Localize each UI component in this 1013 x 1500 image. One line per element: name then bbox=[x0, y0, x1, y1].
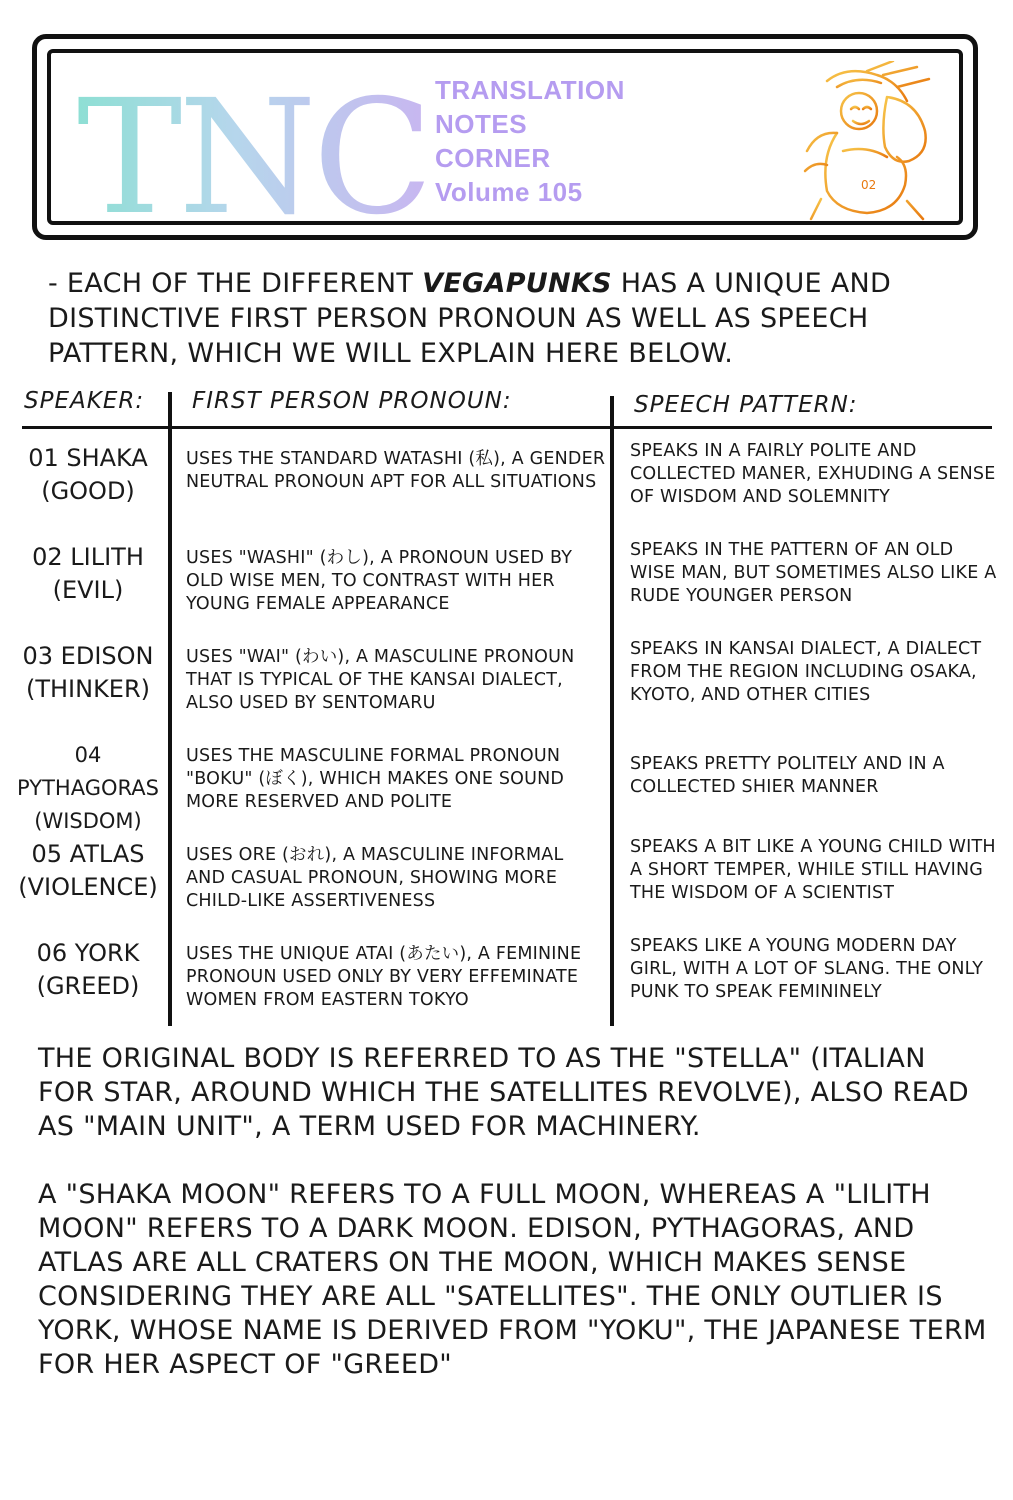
table-row bbox=[0, 931, 1013, 1029]
speech-cell: SPEAKS IN A FAIRLY POLITE AND COLLECTED MANER, EXHUDING A SENSE OF WISDOM AND SOLEMNITY bbox=[630, 441, 996, 507]
header-title-block bbox=[435, 73, 625, 209]
intro-before: - EACH OF THE DIFFERENT bbox=[48, 268, 423, 299]
speech-cell: SPEAKS IN THE PATTERN OF AN OLD WISE MAN, BUT SOMETIMES ALSO LIKE A RUDE YOUNGER PERSON bbox=[630, 540, 997, 606]
intro-after: HAS A UNIQUE AND DISTINCTIVE FIRST PERSON PRONOUN AS WELL AS SPEECH PATTERN, WHICH WE WILL EXPLAIN HERE BELOW. bbox=[48, 268, 892, 369]
pronoun-cell: USES THE MASCULINE FORMAL PRONOUN "BOKU" (ぼく), WHICH MAKES ONE SOUND MORE RESERVED AND POLITE bbox=[186, 746, 565, 812]
character-illustration-icon bbox=[797, 61, 947, 221]
header-pronoun: FIRST PERSON PRONOUN: bbox=[192, 388, 512, 414]
speech-cell: SPEAKS IN KANSAI DIALECT, A DIALECT FROM THE REGION INCLUDING OSAKA, KYOTO, AND OTHER CITIES bbox=[630, 639, 982, 705]
pronoun-cell: USES THE STANDARD WATASHI (私), A GENDER NEUTRAL PRONOUN APT FOR ALL SITUATIONS bbox=[186, 449, 606, 492]
intro-emphasis: VEGAPUNKS bbox=[422, 268, 612, 299]
speaker-alias: (WISDOM) bbox=[34, 809, 142, 833]
header-frame bbox=[32, 34, 978, 250]
speaker-cell bbox=[12, 442, 164, 508]
header-line-notes: NOTES bbox=[435, 109, 528, 139]
speaker-name: 06 YORK bbox=[36, 939, 140, 967]
speaker-alias: (VIOLENCE) bbox=[18, 873, 158, 901]
note-stella: THE ORIGINAL BODY IS REFERRED TO AS THE "STELLA" (ITALIAN FOR STAR, AROUND WHICH THE SATELLITES REVOLVE), ALSO READ AS "MAIN UNIT", A TERM USED FOR MACHINERY. bbox=[38, 1043, 969, 1142]
art-number: 02 bbox=[861, 178, 877, 192]
speaker-name: 02 LILITH bbox=[32, 543, 144, 571]
table-row bbox=[0, 535, 1013, 633]
note-moon: A "SHAKA MOON" REFERS TO A FULL MOON, WHEREAS A "LILITH MOON" REFERS TO A DARK MOON. EDISON, PYTHAGORAS, AND ATLAS ARE ALL CRATERS ON THE MOON, WHICH MAKES SENSE CONSIDERING THEY ARE ALL "SATELLITES". THE ONLY OUTLIER IS YORK, WHOSE NAME IS DERIVED FROM "YOKU", THE JAPANESE TERM FOR HER ASPECT OF "GREED" bbox=[38, 1179, 987, 1380]
speaker-cell bbox=[12, 541, 164, 607]
table-row bbox=[0, 832, 1013, 930]
speaker-name: 03 EDISON bbox=[22, 642, 154, 670]
table-row bbox=[0, 634, 1013, 732]
pronoun-cell: USES THE UNIQUE ATAI (あたい), A FEMININE PRONOUN USED ONLY BY VERY EFFEMINATE WOMEN FROM EASTERN TOKYO bbox=[186, 944, 582, 1010]
speaker-cell bbox=[12, 937, 164, 1003]
speech-cell: SPEAKS A BIT LIKE A YOUNG CHILD WITH A SHORT TEMPER, WHILE STILL HAVING THE WISDOM OF A SCIENTIST bbox=[630, 837, 996, 903]
table-row bbox=[0, 436, 1013, 534]
header-speech-pattern: SPEECH PATTERN: bbox=[634, 392, 858, 418]
intro-paragraph bbox=[48, 266, 968, 371]
speaker-alias: (GREED) bbox=[36, 972, 140, 1000]
pronoun-cell: USES ORE (おれ), A MASCULINE INFORMAL AND CASUAL PRONOUN, SHOWING MORE CHILD-LIKE ASSERTIVENESS bbox=[186, 845, 564, 911]
speaker-cell bbox=[12, 838, 164, 904]
speaker-alias: (EVIL) bbox=[52, 576, 124, 604]
header-line-translation: TRANSLATION bbox=[435, 75, 625, 105]
speaker-name: 05 ATLAS bbox=[31, 840, 145, 868]
pronoun-cell: USES "WAI" (わい), A MASCULINE PRONOUN THAT IS TYPICAL OF THE KANSAI DIALECT, ALSO USED BY SENTOMARU bbox=[186, 647, 575, 713]
speaker-cell bbox=[12, 640, 164, 706]
speaker-alias: (GOOD) bbox=[41, 477, 135, 505]
header-volume: Volume 105 bbox=[435, 177, 583, 207]
header-underline bbox=[22, 426, 992, 429]
speaker-cell bbox=[12, 739, 164, 838]
speech-cell: SPEAKS LIKE A YOUNG MODERN DAY GIRL, WITH A LOT OF SLANG. THE ONLY PUNK TO SPEAK FEMININELY bbox=[630, 936, 984, 1002]
speaker-name: 04 PYTHAGORAS bbox=[17, 743, 159, 800]
tnc-logo: TNC bbox=[77, 66, 430, 250]
header-speaker: SPEAKER: bbox=[24, 388, 145, 414]
pronoun-cell: USES "WASHI" (わし), A PRONOUN USED BY OLD WISE MEN, TO CONTRAST WITH HER YOUNG FEMALE APPEARANCE bbox=[186, 548, 573, 614]
speaker-alias: (THINKER) bbox=[25, 675, 151, 703]
header-line-corner: CORNER bbox=[435, 143, 551, 173]
speaker-name: 01 SHAKA bbox=[28, 444, 148, 472]
speech-cell: SPEAKS PRETTY POLITELY AND IN A COLLECTED SHIER MANNER bbox=[630, 754, 945, 797]
table-row bbox=[0, 733, 1013, 831]
